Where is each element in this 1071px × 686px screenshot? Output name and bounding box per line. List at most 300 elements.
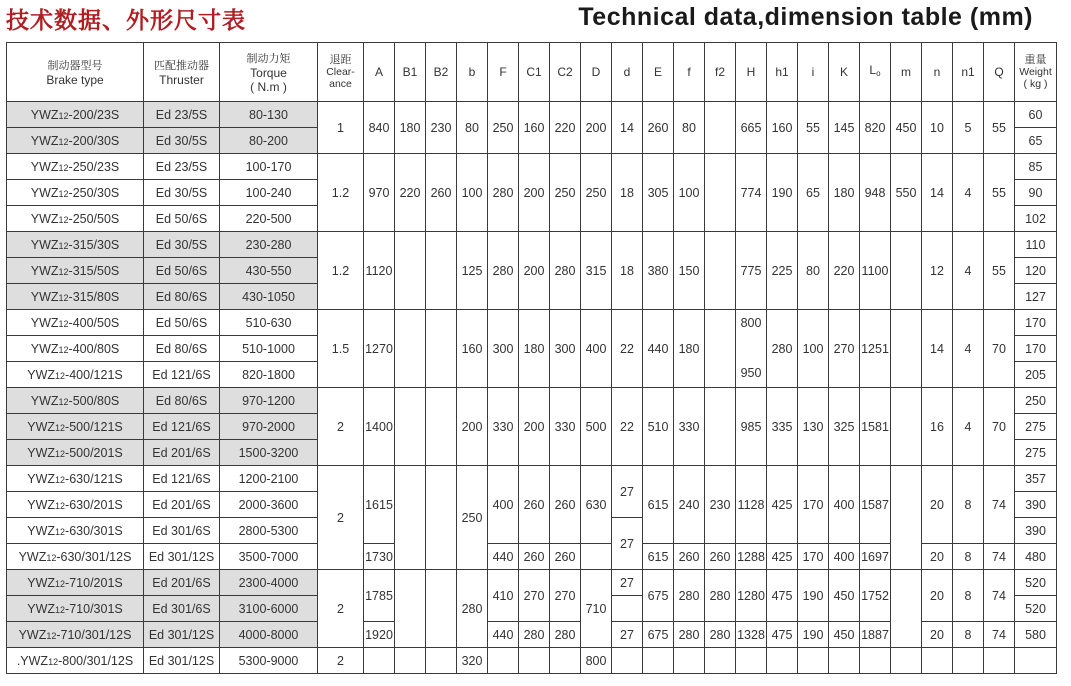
dim-f: 240	[674, 466, 705, 544]
dim-d	[612, 596, 643, 622]
dim-D: 250	[581, 154, 612, 232]
torque-cell: 4000-8000	[220, 622, 318, 648]
brake-type-cell: YWZ12-710/301/12S	[7, 622, 144, 648]
dim-A: 840	[364, 102, 395, 154]
weight-cell	[1015, 648, 1057, 674]
dim-H	[736, 648, 767, 674]
dim-m	[891, 648, 922, 674]
brake-type-cell: YWZ12-400/50S	[7, 310, 144, 336]
dim-i	[798, 648, 829, 674]
dim-A: 1785	[364, 570, 395, 622]
thruster-cell: Ed 30/5S	[144, 180, 220, 206]
table-row	[7, 232, 1057, 258]
dim-B1	[395, 648, 426, 674]
col-n1: n1	[953, 43, 984, 102]
dim-D: 400	[581, 310, 612, 388]
dim-E: 510	[643, 388, 674, 466]
dim-A	[364, 648, 395, 674]
brake-type-cell: YWZ12-315/50S	[7, 258, 144, 284]
brake-type-cell: YWZ12-710/301S	[7, 596, 144, 622]
col-clearance: 退距 Clear- ance	[318, 43, 364, 102]
dim-n1: 8	[953, 570, 984, 622]
dim-d: 18	[612, 154, 643, 232]
torque-cell: 3500-7000	[220, 544, 318, 570]
dim-n1: 8	[953, 544, 984, 570]
torque-cell: 970-2000	[220, 414, 318, 440]
dim-h1: 475	[767, 570, 798, 622]
col-F: F	[488, 43, 519, 102]
dim-H: 665	[736, 102, 767, 154]
dim-F: 330	[488, 388, 519, 466]
dim-i: 55	[798, 102, 829, 154]
dim-b: 320	[457, 648, 488, 674]
dim-D	[581, 544, 612, 570]
torque-cell: 230-280	[220, 232, 318, 258]
col-i: i	[798, 43, 829, 102]
dim-f: 280	[674, 570, 705, 622]
col-m: m	[891, 43, 922, 102]
dim-Q	[984, 648, 1015, 674]
col-thruster: 匹配推动器 Thruster	[144, 43, 220, 102]
dim-C1: 160	[519, 102, 550, 154]
dim-i: 170	[798, 544, 829, 570]
dim-f2	[705, 310, 736, 388]
dim-b: 280	[457, 570, 488, 648]
dim-H: 1280	[736, 570, 767, 622]
brake-type-cell: YWZ12-200/30S	[7, 128, 144, 154]
dim-B1	[395, 310, 426, 388]
torque-cell: 510-630	[220, 310, 318, 336]
col-torque: 制动力矩 Torque ( N.m )	[220, 43, 318, 102]
dim-f2: 230	[705, 466, 736, 544]
weight-cell: 90	[1015, 180, 1057, 206]
dim-F: 400	[488, 466, 519, 544]
dim-L0: 1587	[860, 466, 891, 544]
thruster-cell: Ed 50/6S	[144, 206, 220, 232]
dim-C2: 280	[550, 232, 581, 310]
dim-m	[891, 466, 922, 570]
col-B2: B2	[426, 43, 457, 102]
dim-K: 145	[829, 102, 860, 154]
col-weight: 重量 Weight ( kg )	[1015, 43, 1057, 102]
torque-cell: 430-550	[220, 258, 318, 284]
dim-D: 315	[581, 232, 612, 310]
col-Q: Q	[984, 43, 1015, 102]
dim-f2	[705, 154, 736, 232]
weight-cell: 102	[1015, 206, 1057, 232]
torque-cell: 5300-9000	[220, 648, 318, 674]
dim-i: 130	[798, 388, 829, 466]
dim-n1: 4	[953, 154, 984, 232]
col-B1: B1	[395, 43, 426, 102]
dim-C1: 260	[519, 466, 550, 544]
dim-d: 18	[612, 232, 643, 310]
dim-C2: 260	[550, 466, 581, 544]
thruster-cell: Ed 121/6S	[144, 362, 220, 388]
thruster-cell: Ed 30/5S	[144, 232, 220, 258]
dim-f2	[705, 232, 736, 310]
dim-i: 190	[798, 622, 829, 648]
clearance-cell: 2	[318, 570, 364, 648]
dim-F: 280	[488, 232, 519, 310]
weight-cell: 250	[1015, 388, 1057, 414]
torque-cell: 100-170	[220, 154, 318, 180]
dim-C2: 270	[550, 570, 581, 622]
dim-F: 440	[488, 622, 519, 648]
dim-i: 190	[798, 570, 829, 622]
dim-n1: 4	[953, 232, 984, 310]
torque-cell: 1200-2100	[220, 466, 318, 492]
brake-type-cell: YWZ12-400/80S	[7, 336, 144, 362]
dim-n1: 5	[953, 102, 984, 154]
weight-cell: 85	[1015, 154, 1057, 180]
dim-f: 150	[674, 232, 705, 310]
dim-f2: 280	[705, 570, 736, 622]
clearance-cell: 1	[318, 102, 364, 154]
dim-K: 400	[829, 544, 860, 570]
table-row	[7, 466, 1057, 492]
torque-cell: 80-130	[220, 102, 318, 128]
dim-F: 250	[488, 102, 519, 154]
dim-E: 260	[643, 102, 674, 154]
col-n: n	[922, 43, 953, 102]
weight-cell: 170	[1015, 336, 1057, 362]
brake-type-cell: YWZ12-250/23S	[7, 154, 144, 180]
weight-cell: 390	[1015, 492, 1057, 518]
weight-cell: 170	[1015, 310, 1057, 336]
dim-C2: 280	[550, 622, 581, 648]
col-f2: f2	[705, 43, 736, 102]
dim-L0: 1752	[860, 570, 891, 622]
brake-type-cell: YWZ12-250/50S	[7, 206, 144, 232]
dim-E: 615	[643, 466, 674, 544]
dim-D: 200	[581, 102, 612, 154]
dim-D: 710	[581, 570, 612, 648]
dim-n: 20	[922, 622, 953, 648]
dim-A: 1270	[364, 310, 395, 388]
thruster-cell: Ed 50/6S	[144, 310, 220, 336]
clearance-cell: 2	[318, 648, 364, 674]
dim-Q: 70	[984, 310, 1015, 388]
clearance-cell: 1.2	[318, 232, 364, 310]
brake-type-cell: YWZ12-630/301/12S	[7, 544, 144, 570]
dim-K	[829, 648, 860, 674]
dim-Q: 55	[984, 232, 1015, 310]
dim-E: 305	[643, 154, 674, 232]
dim-E: 675	[643, 622, 674, 648]
dim-f	[674, 648, 705, 674]
col-C2: C2	[550, 43, 581, 102]
brake-type-cell: YWZ12-250/30S	[7, 180, 144, 206]
brake-type-cell: YWZ12-630/121S	[7, 466, 144, 492]
dim-i: 170	[798, 466, 829, 544]
dim-h1	[767, 648, 798, 674]
dim-B1	[395, 232, 426, 310]
torque-cell: 510-1000	[220, 336, 318, 362]
col-K: K	[829, 43, 860, 102]
dim-n: 14	[922, 310, 953, 388]
thruster-cell: Ed 121/6S	[144, 414, 220, 440]
dim-m: 450	[891, 102, 922, 154]
col-E: E	[643, 43, 674, 102]
weight-cell: 127	[1015, 284, 1057, 310]
dim-H: 775	[736, 232, 767, 310]
dim-b: 80	[457, 102, 488, 154]
col-b: b	[457, 43, 488, 102]
dim-Q: 74	[984, 466, 1015, 544]
dim-n1: 8	[953, 622, 984, 648]
dim-D: 630	[581, 466, 612, 544]
dim-C1	[519, 648, 550, 674]
dim-m	[891, 310, 922, 388]
brake-type-cell: YWZ12-710/201S	[7, 570, 144, 596]
dim-d: 14	[612, 102, 643, 154]
dim-L0: 948	[860, 154, 891, 232]
dim-m: 550	[891, 154, 922, 232]
dim-B1	[395, 388, 426, 466]
dim-C1: 280	[519, 622, 550, 648]
torque-cell: 3100-6000	[220, 596, 318, 622]
dim-m	[891, 388, 922, 466]
dim-h1: 160	[767, 102, 798, 154]
dim-Q: 74	[984, 622, 1015, 648]
weight-cell: 205	[1015, 362, 1057, 388]
dim-f: 180	[674, 310, 705, 388]
dim-n: 16	[922, 388, 953, 466]
dim-L0: 1251	[860, 310, 891, 388]
dim-C2: 330	[550, 388, 581, 466]
dim-H-top: 800	[740, 316, 762, 330]
dim-B2	[426, 232, 457, 310]
table-row	[7, 648, 1057, 674]
dim-B2: 260	[426, 154, 457, 232]
dim-B2	[426, 388, 457, 466]
col-d: d	[612, 43, 643, 102]
brake-type-cell: YWZ12-315/80S	[7, 284, 144, 310]
dim-K: 450	[829, 622, 860, 648]
thruster-cell: Ed 23/5S	[144, 102, 220, 128]
dim-C1: 270	[519, 570, 550, 622]
torque-cell: 2300-4000	[220, 570, 318, 596]
dim-C1: 260	[519, 544, 550, 570]
dim-K: 270	[829, 310, 860, 388]
dim-H: 1128	[736, 466, 767, 544]
col-A: A	[364, 43, 395, 102]
brake-type-cell: YWZ12-315/30S	[7, 232, 144, 258]
dim-C2: 260	[550, 544, 581, 570]
dim-E: 440	[643, 310, 674, 388]
dim-C2: 220	[550, 102, 581, 154]
thruster-cell: Ed 121/6S	[144, 466, 220, 492]
dim-F: 280	[488, 154, 519, 232]
col-f: f	[674, 43, 705, 102]
dim-d: 27	[612, 570, 643, 596]
thruster-cell: Ed 80/6S	[144, 388, 220, 414]
dim-L0: 1887	[860, 622, 891, 648]
dim-L0: 1697	[860, 544, 891, 570]
dim-L0: 820	[860, 102, 891, 154]
dim-B2: 230	[426, 102, 457, 154]
dim-C1: 200	[519, 232, 550, 310]
dim-f2: 280	[705, 622, 736, 648]
clearance-cell: 2	[318, 466, 364, 570]
dim-F: 440	[488, 544, 519, 570]
table-row	[7, 310, 1057, 336]
dim-i: 100	[798, 310, 829, 388]
dim-f2	[705, 388, 736, 466]
torque-cell: 820-1800	[220, 362, 318, 388]
thruster-cell: Ed 301/12S	[144, 544, 220, 570]
dim-n1: 4	[953, 310, 984, 388]
dim-f: 100	[674, 154, 705, 232]
dim-f: 260	[674, 544, 705, 570]
dim-h1: 225	[767, 232, 798, 310]
title-english: Technical data,dimension table (mm)	[578, 3, 1033, 31]
thruster-cell: Ed 23/5S	[144, 154, 220, 180]
torque-cell: 2800-5300	[220, 518, 318, 544]
brake-type-cell: YWZ12-200/23S	[7, 102, 144, 128]
dim-b: 200	[457, 388, 488, 466]
dim-h1: 425	[767, 544, 798, 570]
dim-h1: 280	[767, 310, 798, 388]
dim-n: 12	[922, 232, 953, 310]
dim-H: 774	[736, 154, 767, 232]
dim-m	[891, 232, 922, 310]
dim-d	[612, 648, 643, 674]
dim-B1	[395, 466, 426, 570]
dim-b: 250	[457, 466, 488, 570]
header	[0, 0, 1071, 42]
dim-A: 1120	[364, 232, 395, 310]
thruster-cell: Ed 80/6S	[144, 284, 220, 310]
dim-f: 280	[674, 622, 705, 648]
title-chinese: 技术数据、外形尺寸表	[6, 8, 246, 34]
dim-f: 330	[674, 388, 705, 466]
dim-f: 80	[674, 102, 705, 154]
dim-d: 27	[612, 518, 643, 570]
dim-B1: 180	[395, 102, 426, 154]
dim-C1: 200	[519, 154, 550, 232]
dim-Q: 74	[984, 570, 1015, 622]
thruster-cell: Ed 201/6S	[144, 570, 220, 596]
brake-type-cell: YWZ12-630/201S	[7, 492, 144, 518]
dim-E: 675	[643, 570, 674, 622]
dim-D: 500	[581, 388, 612, 466]
dim-B2	[426, 310, 457, 388]
brake-type-cell: YWZ12-500/201S	[7, 440, 144, 466]
weight-cell: 275	[1015, 414, 1057, 440]
dim-K: 325	[829, 388, 860, 466]
thruster-cell: Ed 301/6S	[144, 518, 220, 544]
dim-L0	[860, 648, 891, 674]
dim-L0: 1100	[860, 232, 891, 310]
dim-n: 20	[922, 466, 953, 544]
dim-d: 27	[612, 466, 643, 518]
col-H: H	[736, 43, 767, 102]
col-D: D	[581, 43, 612, 102]
dim-K: 400	[829, 466, 860, 544]
dim-K: 220	[829, 232, 860, 310]
dim-C2: 300	[550, 310, 581, 388]
weight-cell: 480	[1015, 544, 1057, 570]
dim-K: 450	[829, 570, 860, 622]
weight-cell: 520	[1015, 596, 1057, 622]
dim-C1: 200	[519, 388, 550, 466]
dim-b: 100	[457, 154, 488, 232]
dim-m	[891, 570, 922, 648]
weight-cell: 357	[1015, 466, 1057, 492]
dim-E	[643, 648, 674, 674]
weight-cell: 60	[1015, 102, 1057, 128]
torque-cell: 220-500	[220, 206, 318, 232]
weight-cell: 390	[1015, 518, 1057, 544]
dim-K: 180	[829, 154, 860, 232]
dim-B2	[426, 466, 457, 570]
weight-cell: 110	[1015, 232, 1057, 258]
dim-C2	[550, 648, 581, 674]
col-C1: C1	[519, 43, 550, 102]
dim-i: 80	[798, 232, 829, 310]
torque-cell: 80-200	[220, 128, 318, 154]
torque-cell: 970-1200	[220, 388, 318, 414]
dim-A: 970	[364, 154, 395, 232]
dim-A: 1400	[364, 388, 395, 466]
dim-E: 615	[643, 544, 674, 570]
torque-cell: 100-240	[220, 180, 318, 206]
weight-cell: 120	[1015, 258, 1057, 284]
dim-H: 985	[736, 388, 767, 466]
dim-h1: 425	[767, 466, 798, 544]
dim-A: 1920	[364, 622, 395, 648]
dim-Q: 55	[984, 154, 1015, 232]
dim-n: 14	[922, 154, 953, 232]
dim-i: 65	[798, 154, 829, 232]
dim-b: 125	[457, 232, 488, 310]
dim-Q: 74	[984, 544, 1015, 570]
dim-f2	[705, 102, 736, 154]
dim-B1	[395, 570, 426, 648]
dim-H	[736, 310, 767, 388]
dim-F	[488, 648, 519, 674]
brake-type-cell: .YWZ12-800/301/12S	[7, 648, 144, 674]
thruster-cell: Ed 30/5S	[144, 128, 220, 154]
dim-H: 1328	[736, 622, 767, 648]
dim-f2: 260	[705, 544, 736, 570]
col-brake-type: 制动器型号 Brake type	[7, 43, 144, 102]
dim-A: 1730	[364, 544, 395, 570]
clearance-cell: 1.5	[318, 310, 364, 388]
dim-f2	[705, 648, 736, 674]
clearance-cell: 2	[318, 388, 364, 466]
dim-d: 22	[612, 310, 643, 388]
clearance-cell: 1.2	[318, 154, 364, 232]
dim-A: 1615	[364, 466, 395, 544]
weight-cell: 520	[1015, 570, 1057, 596]
brake-type-cell: YWZ12-500/80S	[7, 388, 144, 414]
thruster-cell: Ed 301/6S	[144, 596, 220, 622]
table-row	[7, 102, 1057, 128]
brake-type-cell: YWZ12-630/301S	[7, 518, 144, 544]
dim-H-bottom: 950	[740, 366, 762, 380]
dim-n	[922, 648, 953, 674]
weight-cell: 65	[1015, 128, 1057, 154]
dim-C2: 250	[550, 154, 581, 232]
table-row	[7, 154, 1057, 180]
weight-cell: 275	[1015, 440, 1057, 466]
dim-d: 27	[612, 622, 643, 648]
torque-cell: 1500-3200	[220, 440, 318, 466]
dim-L0: 1581	[860, 388, 891, 466]
